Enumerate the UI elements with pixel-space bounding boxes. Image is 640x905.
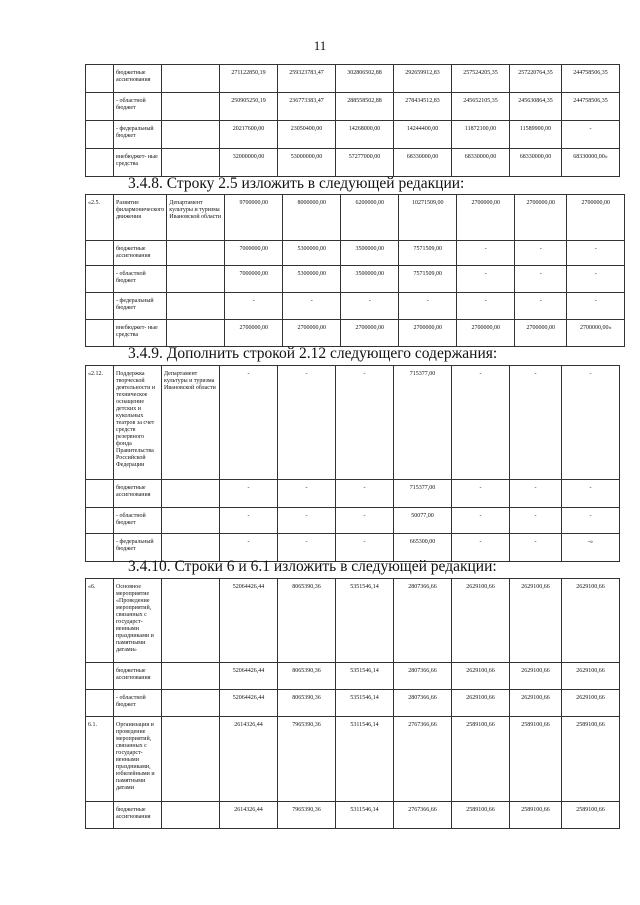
amount-cell: - [283, 293, 341, 320]
amount-cell: 2629100,66 [452, 690, 510, 717]
row-number-cell: «2.5. [86, 195, 114, 241]
executor-cell [162, 121, 220, 149]
amount-cell: - [220, 534, 278, 562]
amount-cell: 52064426,44 [220, 663, 278, 690]
amount-cell: 2807366,66 [394, 663, 452, 690]
executor-cell [167, 293, 225, 320]
amount-cell: 715377,00 [394, 366, 452, 480]
amount-cell: 715377,00 [394, 480, 452, 508]
row-number-cell [86, 802, 114, 829]
amount-cell: - [515, 293, 567, 320]
amount-cell: 3500000,00 [341, 266, 399, 293]
amount-cell: 6200000,00 [341, 195, 399, 241]
amount-cell: 11589900,00 [510, 121, 562, 149]
amount-cell: 5300000,00 [283, 266, 341, 293]
item-name-cell: бюджетные ассигнования [114, 65, 162, 93]
amount-cell: 5311546,14 [336, 717, 394, 802]
amount-cell: 244758506,35 [562, 93, 620, 121]
amount-cell: 288558502,88 [336, 93, 394, 121]
row-number-cell [86, 65, 114, 93]
executor-cell [167, 266, 225, 293]
amount-cell: 2629100,66 [562, 579, 620, 663]
amount-cell: 2589100,66 [510, 802, 562, 829]
amount-cell: - [562, 121, 620, 149]
amount-cell: 7000000,00 [225, 266, 283, 293]
amount-cell: 68330000,00 [510, 149, 562, 177]
section-heading-3-4-9: 3.4.9. Дополнить строкой 2.12 следующего содержания: [128, 345, 498, 362]
amount-cell: 259323783,47 [278, 65, 336, 93]
table-row [86, 121, 620, 149]
executor-cell: Департамент культуры и туризма Ивановской области [167, 195, 225, 241]
amount-cell: - [567, 266, 625, 293]
row-number-cell [86, 121, 114, 149]
amount-cell: 292659912,83 [394, 65, 452, 93]
amount-cell: 52064426,44 [220, 690, 278, 717]
amount-cell: - [452, 508, 510, 534]
amount-cell: 2767366,66 [394, 802, 452, 829]
amount-cell: 7965390,36 [278, 717, 336, 802]
amount-cell: 2629100,66 [562, 663, 620, 690]
amount-cell: 2614326,44 [220, 717, 278, 802]
executor-cell [162, 802, 220, 829]
executor-cell [162, 717, 220, 802]
amount-cell: 2700000,00 [341, 320, 399, 347]
amount-cell: 20217600,00 [220, 121, 278, 149]
executor-cell [162, 508, 220, 534]
amount-cell: - [457, 241, 515, 266]
amount-cell: 257220764,35 [510, 65, 562, 93]
table-row [86, 93, 620, 121]
amount-cell: - [510, 508, 562, 534]
row-number-cell: «2.12. [86, 366, 114, 480]
amount-cell: 278434512,83 [394, 93, 452, 121]
amount-cell: 2807366,66 [394, 579, 452, 663]
amount-cell: 271122850,19 [220, 65, 278, 93]
amount-cell: 8065390,36 [278, 690, 336, 717]
item-name-cell: - областной бюджет [114, 690, 162, 717]
amount-cell: 68330000,00» [562, 149, 620, 177]
executor-cell [167, 241, 225, 266]
row-number-cell: 6.1. [86, 717, 114, 802]
budget-table-continued [85, 64, 620, 177]
row-number-cell [86, 320, 114, 347]
amount-cell: - [336, 534, 394, 562]
row-number-cell [86, 480, 114, 508]
amount-cell: 257524205,35 [452, 65, 510, 93]
table-row [86, 480, 620, 508]
amount-cell: -» [562, 534, 620, 562]
amount-cell: - [510, 534, 562, 562]
row-number-cell [86, 508, 114, 534]
executor-cell [167, 320, 225, 347]
amount-cell: 2589100,66 [562, 717, 620, 802]
row-number-cell [86, 93, 114, 121]
amount-cell: 2807366,66 [394, 690, 452, 717]
item-name-cell: - федеральный бюджет [114, 121, 162, 149]
amount-cell: - [336, 508, 394, 534]
amount-cell: 14268000,00 [336, 121, 394, 149]
item-name-cell: бюджетные ассигнования [114, 480, 162, 508]
amount-cell: 10271509,00 [399, 195, 457, 241]
amount-cell: 5351546,14 [336, 579, 394, 663]
item-name-cell: Основное мероприятие «Проведение мероприятий, связанных с государст- венными праздниками и памятными датами» [114, 579, 162, 663]
budget-table-rows-6 [85, 578, 620, 829]
amount-cell: 7000000,00 [225, 241, 283, 266]
table-row [86, 663, 620, 690]
table-row [86, 293, 625, 320]
amount-cell: - [341, 293, 399, 320]
table-row [86, 802, 620, 829]
amount-cell: 2589100,66 [510, 717, 562, 802]
executor-cell [162, 149, 220, 177]
amount-cell: 5351546,14 [336, 663, 394, 690]
amount-cell: 250905250,19 [220, 93, 278, 121]
amount-cell: 2629100,66 [510, 690, 562, 717]
amount-cell: - [452, 366, 510, 480]
item-name-cell: бюджетные ассигнования [114, 241, 167, 266]
executor-cell [162, 579, 220, 663]
amount-cell: 2629100,66 [510, 579, 562, 663]
amount-cell: - [278, 366, 336, 480]
table-row [86, 149, 620, 177]
amount-cell: 2700000,00 [225, 320, 283, 347]
amount-cell: 2629100,66 [562, 690, 620, 717]
amount-cell: - [452, 534, 510, 562]
amount-cell: 8065390,36 [278, 663, 336, 690]
amount-cell: 2700000,00 [283, 320, 341, 347]
amount-cell: 32000000,00 [220, 149, 278, 177]
amount-cell: - [336, 366, 394, 480]
amount-cell: 2700000,00 [515, 320, 567, 347]
amount-cell: 5351546,14 [336, 690, 394, 717]
amount-cell: 52064426,44 [220, 579, 278, 663]
amount-cell: - [225, 293, 283, 320]
amount-cell: - [562, 480, 620, 508]
amount-cell: 2614326,44 [220, 802, 278, 829]
amount-cell: - [457, 293, 515, 320]
amount-cell: - [278, 508, 336, 534]
amount-cell: - [278, 480, 336, 508]
page-number: 11 [313, 38, 327, 53]
table-row [86, 266, 625, 293]
amount-cell: 245652105,35 [452, 93, 510, 121]
amount-cell: - [567, 241, 625, 266]
amount-cell: 14244400,00 [394, 121, 452, 149]
amount-cell: 244758506,35 [562, 65, 620, 93]
item-name-cell: Организация и проведение мероприятий, связанных с государст- венными праздниками, юбилейными и памятными датами [114, 717, 162, 802]
executor-cell [162, 663, 220, 690]
amount-cell: 2589100,66 [562, 802, 620, 829]
table-row [86, 241, 625, 266]
budget-table-row-2-12 [85, 365, 620, 562]
table-row [86, 579, 620, 663]
item-name-cell: внебюджет- ные средства [114, 320, 167, 347]
amount-cell: 7571509,00 [399, 266, 457, 293]
item-name-cell: бюджетные ассигнования [114, 802, 162, 829]
amount-cell: 2700000,00 [399, 320, 457, 347]
executor-cell [162, 690, 220, 717]
amount-cell: 3500000,00 [341, 241, 399, 266]
executor-cell [162, 480, 220, 508]
amount-cell: 2700000,00 [515, 195, 567, 241]
table-row [86, 320, 625, 347]
row-number-cell [86, 534, 114, 562]
item-name-cell: - федеральный бюджет [114, 293, 167, 320]
amount-cell: 50077,00 [394, 508, 452, 534]
row-number-cell [86, 149, 114, 177]
amount-cell: 68330000,00 [452, 149, 510, 177]
item-name-cell: Развитие филармонического движения [114, 195, 167, 241]
executor-cell [162, 65, 220, 93]
table-row [86, 690, 620, 717]
amount-cell: 7571509,00 [399, 241, 457, 266]
amount-cell: 5300000,00 [283, 241, 341, 266]
amount-cell: - [399, 293, 457, 320]
amount-cell: 245630864,35 [510, 93, 562, 121]
amount-cell: 665300,00 [394, 534, 452, 562]
table-row [86, 717, 620, 802]
item-name-cell: - областной бюджет [114, 508, 162, 534]
executor-cell [162, 93, 220, 121]
amount-cell: - [567, 293, 625, 320]
amount-cell: - [510, 366, 562, 480]
amount-cell: 236773383,47 [278, 93, 336, 121]
item-name-cell: бюджетные ассигнования [114, 663, 162, 690]
row-number-cell: «6. [86, 579, 114, 663]
amount-cell: 5311546,14 [336, 802, 394, 829]
section-heading-3-4-8: 3.4.8. Строку 2.5 изложить в следующей редакции: [128, 175, 465, 192]
amount-cell: 2629100,66 [510, 663, 562, 690]
item-name-cell: - федеральный бюджет [114, 534, 162, 562]
item-name-cell: - областной бюджет [114, 93, 162, 121]
item-name-cell: - областной бюджет [114, 266, 167, 293]
amount-cell: 2767366,66 [394, 717, 452, 802]
amount-cell: 68330000,00 [394, 149, 452, 177]
amount-cell: - [562, 366, 620, 480]
amount-cell: 2629100,66 [452, 579, 510, 663]
row-number-cell [86, 690, 114, 717]
amount-cell: 2589100,66 [452, 717, 510, 802]
row-number-cell [86, 293, 114, 320]
table-row [86, 195, 625, 241]
row-number-cell [86, 663, 114, 690]
executor-cell: Департамент культуры и туризма Ивановской области [162, 366, 220, 480]
row-number-cell [86, 241, 114, 266]
amount-cell: - [220, 508, 278, 534]
amount-cell: 2700000,00» [567, 320, 625, 347]
amount-cell: 2700000,00 [457, 320, 515, 347]
amount-cell: - [220, 366, 278, 480]
amount-cell: 2700000,00 [457, 195, 515, 241]
amount-cell: 8065390,36 [278, 579, 336, 663]
item-name-cell: Поддержка творческой деятельности и техническое оснащение детских и кукольных театров за счет средств резервного фонда Правительства Российской Федерации [114, 366, 162, 480]
section-heading-3-4-10: 3.4.10. Строки 6 и 6.1 изложить в следующей редакции: [128, 558, 497, 575]
amount-cell: 7965390,36 [278, 802, 336, 829]
amount-cell: - [562, 508, 620, 534]
amount-cell: 2629100,66 [452, 663, 510, 690]
amount-cell: 11872100,00 [452, 121, 510, 149]
table-row [86, 508, 620, 534]
amount-cell: - [510, 480, 562, 508]
row-number-cell [86, 266, 114, 293]
amount-cell: 53000000,00 [278, 149, 336, 177]
amount-cell: 23050400,00 [278, 121, 336, 149]
amount-cell: - [278, 534, 336, 562]
amount-cell: - [515, 241, 567, 266]
amount-cell: - [457, 266, 515, 293]
table-row [86, 366, 620, 480]
amount-cell: - [515, 266, 567, 293]
amount-cell: 2700000,00 [567, 195, 625, 241]
amount-cell: 8000000,00 [283, 195, 341, 241]
amount-cell: 2589100,66 [452, 802, 510, 829]
budget-table-row-2-5 [85, 194, 625, 347]
item-name-cell: внебюджет- ные средства [114, 149, 162, 177]
amount-cell: - [220, 480, 278, 508]
amount-cell: - [452, 480, 510, 508]
amount-cell: 57277000,00 [336, 149, 394, 177]
table-row [86, 65, 620, 93]
amount-cell: 302806502,88 [336, 65, 394, 93]
amount-cell: 9700000,00 [225, 195, 283, 241]
amount-cell: - [336, 480, 394, 508]
